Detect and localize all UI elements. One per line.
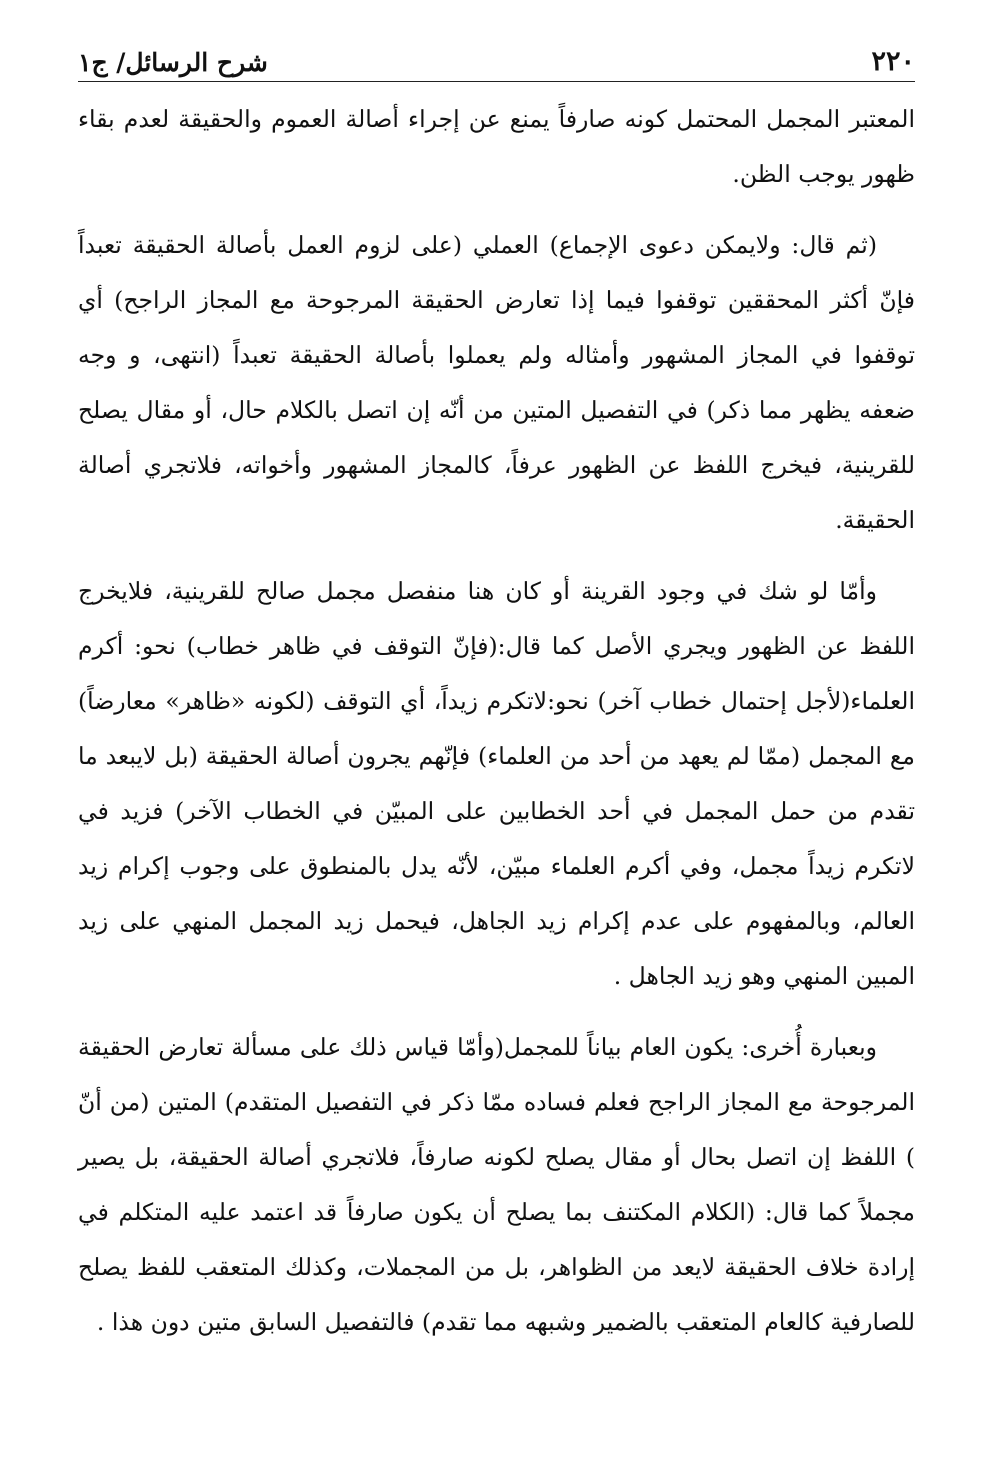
page-number: ٢٢٠	[871, 46, 915, 77]
running-title: شرح الرسائل/ ج١	[78, 48, 268, 77]
paragraph: (ثم قال: ولايمكن دعوى الإجماع) العملي (على لزوم العمل بأصالة الحقيقة تعبداً فإنّ أكثر المحققين توقفوا فيما إذا تعارض الحقيقة المرجوحة مع المجاز الراجح) أي توقفوا في المجاز المشهور وأمثاله ولم يعملوا بأصالة الحقيقة تعبداً (انتهى، و وجه ضعفه يظهر مما ذكر) في التفصيل المتين من أنّه إن اتصل بالكلام حال، أو مقال يصلح للقرينية، فيخرج اللفظ عن الظهور عرفاً، كالمجاز المشهور وأخواته، فلاتجري أصالة الحقيقة.	[78, 231, 915, 534]
page-header	[78, 38, 915, 82]
paragraph: وبعبارة أُخرى: يكون العام بياناً للمجمل(وأمّا قياس ذلك على مسألة تعارض الحقيقة المرجوحة مع المجاز الراجح فعلم فساده ممّا ذكر في التفصيل المتقدم) المتين (من أنّ ) اللفظ إن اتصل بحال أو مقال يصلح لكونه صارفاً، فلاتجري أصالة الحقيقة، بل يصير مجملاً كما قال: (الكلام المكتنف بما يصلح أن يكون صارفاً قد اعتمد عليه المتكلم في إرادة خلاف الحقيقة لايعد من الظواهر، بل من المجملات، وكذلك المتعقب للفظ يصلح للصارفية كالعام المتعقب بالضمير وشبهه مما تقدم) فالتفصيل السابق متين دون هذا .	[78, 1033, 915, 1336]
paragraph: وأمّا لو شك في وجود القرينة أو كان هنا منفصل مجمل صالح للقرينية، فلايخرج اللفظ عن الظهور ويجري الأصل كما قال:(فإنّ التوقف في ظاهر خطاب) نحو: أكرم العلماء(لأجل إحتمال خطاب آخر) نحو:لاتكرم زيداً، أي التوقف (لكونه «ظاهر» معارضاً) مع المجمل (ممّا لم يعهد من أحد من العلماء) فإنّهم يجرون أصالة الحقيقة (بل لايبعد ما تقدم من حمل المجمل في أحد الخطابين على المبيّن في الخطاب الآخر) فزيد في لاتكرم زيداً مجمل، وفي أكرم العلماء مبيّن، لأنّه يدل بالمنطوق على وجوب إكرام زيد العالم، وبالمفهوم على عدم إكرام زيد الجاهل، فيحمل زيد المجمل المنهي على زيد المبين المنهي وهو زيد الجاهل .	[78, 577, 915, 990]
body-text	[78, 92, 915, 1424]
paragraph: المعتبر المجمل المحتمل كونه صارفاً يمنع عن إجراء أصالة العموم والحقيقة لعدم بقاء ظهور يوجب الظن.	[78, 105, 915, 188]
